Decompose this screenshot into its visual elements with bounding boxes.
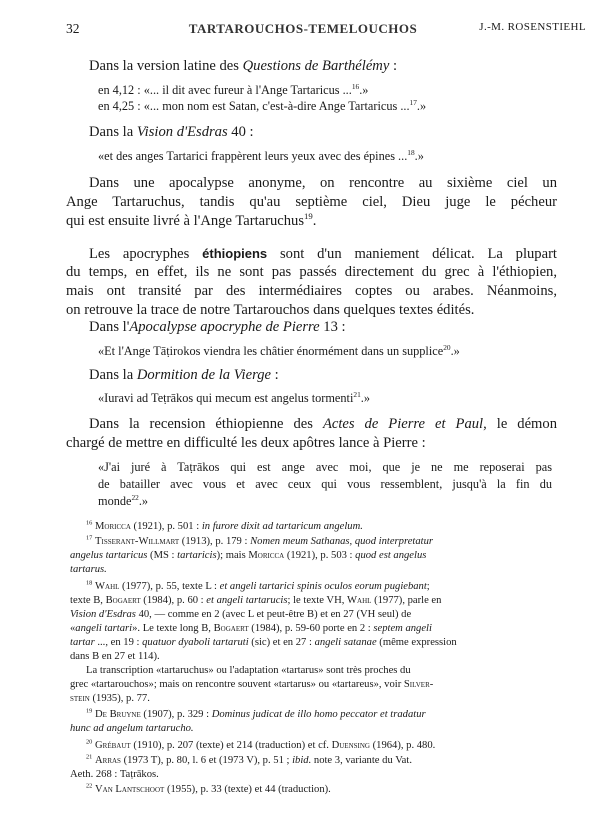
text-line: Dans la recension éthiopienne des Actes de Pierre et Paul, le démon — [89, 416, 558, 432]
text-line: Dans la version latine des Questions de Barthélémy : — [89, 58, 398, 74]
footnote: $^{16}$ Moricca (1921), p. 501 : in furore dixit ad tartaricum angelum. — [86, 519, 363, 532]
footnote-line: stein (1935), p. 77. — [70, 693, 150, 704]
footnote-line: La transcription «tartaruchus» ou l'adaptation «tartarus» sont très proches du — [86, 665, 411, 676]
quote-line: monde$^{22}$.» — [98, 492, 149, 508]
footnote-line: angelus tartaricus (MS : tartaricis); mais Moricca (1921), p. 503 : quod est angelus — [70, 550, 427, 561]
footnote: $^{21}$ Arras (1973 T), p. 80, l. 6 et (1973 V), p. 51 ; ibid. note 3, variante du Vat. — [86, 753, 412, 766]
quote-line: «Iuravi ad Teṭrākos qui mecum est angelus tormenti$^{21}$.» — [98, 389, 370, 405]
footnote-line: texte B, Bogaert (1984), p. 60 : et angeli tartarucis; le texte VH, Wahl (1977), parle en — [70, 595, 442, 606]
text-line: du temps, en effet, ils ne sont pas passés directement du grec à l'éthiopien, — [66, 264, 557, 280]
text-line: qui est ensuite livré à l'Ange Tartaruchus$^{19}$. — [66, 211, 317, 229]
text-line: Les apocryphes éthiopiens sont d'un maniement délicat. La plupart — [89, 246, 557, 262]
text-line: Dans la Dormition de la Vierge : — [89, 367, 279, 383]
quote-line: de batailler avec vous et avec ceux qui vous ressemblent, jusqu'à la fin du — [98, 477, 552, 491]
footnote: $^{22}$ Van Lantschoot (1955), p. 33 (texte) et 44 (traduction). — [86, 782, 331, 795]
text-line: chargé de mettre en difficulté les deux apôtres lance à Pierre : — [66, 435, 426, 451]
footnote-line: «angeli tartari». Le texte long B, Bogaert (1984), p. 59-60 porte en 2 : septem angeli — [70, 623, 432, 634]
quote-line: «Et l'Ange Tāṭirokos viendra les châtier énormément dans un supplice$^{20}$.» — [98, 342, 460, 358]
quote-line: «J'ai juré à Taṭrākos qui est ange avec moi, que je ne me reposerai pas — [98, 460, 552, 474]
footnote-line: grec «tartarouchos»; mais on rencontre souvent «tartarus» ou «tartareus», voir Silver- — [70, 679, 434, 690]
quote-line: en 4,25 : «... mon nom est Satan, c'est-à-dire Ange Tartaricus ...$^{17}$.» — [98, 97, 427, 113]
text-line: Dans une apocalypse anonyme, on rencontre au sixième ciel un — [89, 175, 557, 191]
footnote-line: hunc ad angelum tartarucho. — [70, 723, 194, 734]
footnote: $^{17}$ Tisserant-Willmart (1913), p. 179 : Nomen meum Sathanas, quod interpretatur — [86, 534, 434, 547]
footnote-line: tartar ..., en 19 : quatuor dyaboli tartaruti (sic) et en 27 : angeli satanae (même expression — [70, 637, 457, 648]
footnote-line: dans B en 27 et 114). — [70, 651, 160, 662]
footnote-line: tartarus. — [70, 564, 107, 575]
text-line: on retrouve la trace de notre Tartarouchos dans quelques textes édités. — [66, 302, 475, 318]
text-line: mais ont transité par des intermédiaires coptes ou arabes. Néanmoins, — [66, 283, 557, 299]
running-author: J.-M. ROSENSTIEHL — [479, 21, 586, 33]
footnote: $^{19}$ De Bruyne (1907), p. 329 : Dominus judicat de illo homo peccator et tradatur — [86, 707, 426, 720]
footnote-line: Aeth. 268 : Taṭrākos. — [70, 769, 159, 780]
quote-line: en 4,12 : «... il dit avec fureur à l'Ange Tartaricus ...$^{16}$.» — [98, 81, 369, 97]
text-line: Dans la Vision d'Esdras 40 : — [89, 124, 254, 140]
text-line: Dans l'Apocalypse apocryphe de Pierre 13 : — [89, 319, 346, 335]
footnote: $^{18}$ Wahl (1977), p. 55, texte L : et angeli tartarici spinis oculos eorum pugiebant; — [86, 579, 430, 592]
footnote: $^{20}$ Grébaut (1910), p. 207 (texte) et 214 (traduction) et cf. Duensing (1964), p. 480. — [86, 738, 436, 751]
page-number: 32 — [66, 21, 80, 36]
quote-line: «et des anges Tartarici frappèrent leurs yeux avec des épines ...$^{18}$.» — [98, 147, 424, 163]
running-title: TARTAROUCHOS-TEMELOUCHOS — [188, 21, 418, 36]
text-line: Ange Tartaruchus, tandis qu'au septième ciel, Dieu juge le pécheur — [66, 194, 557, 210]
footnote-line: Vision d'Esdras 40, — comme en 2 (avec L et peut-être B) et en 27 (VH seul) de — [70, 609, 412, 620]
